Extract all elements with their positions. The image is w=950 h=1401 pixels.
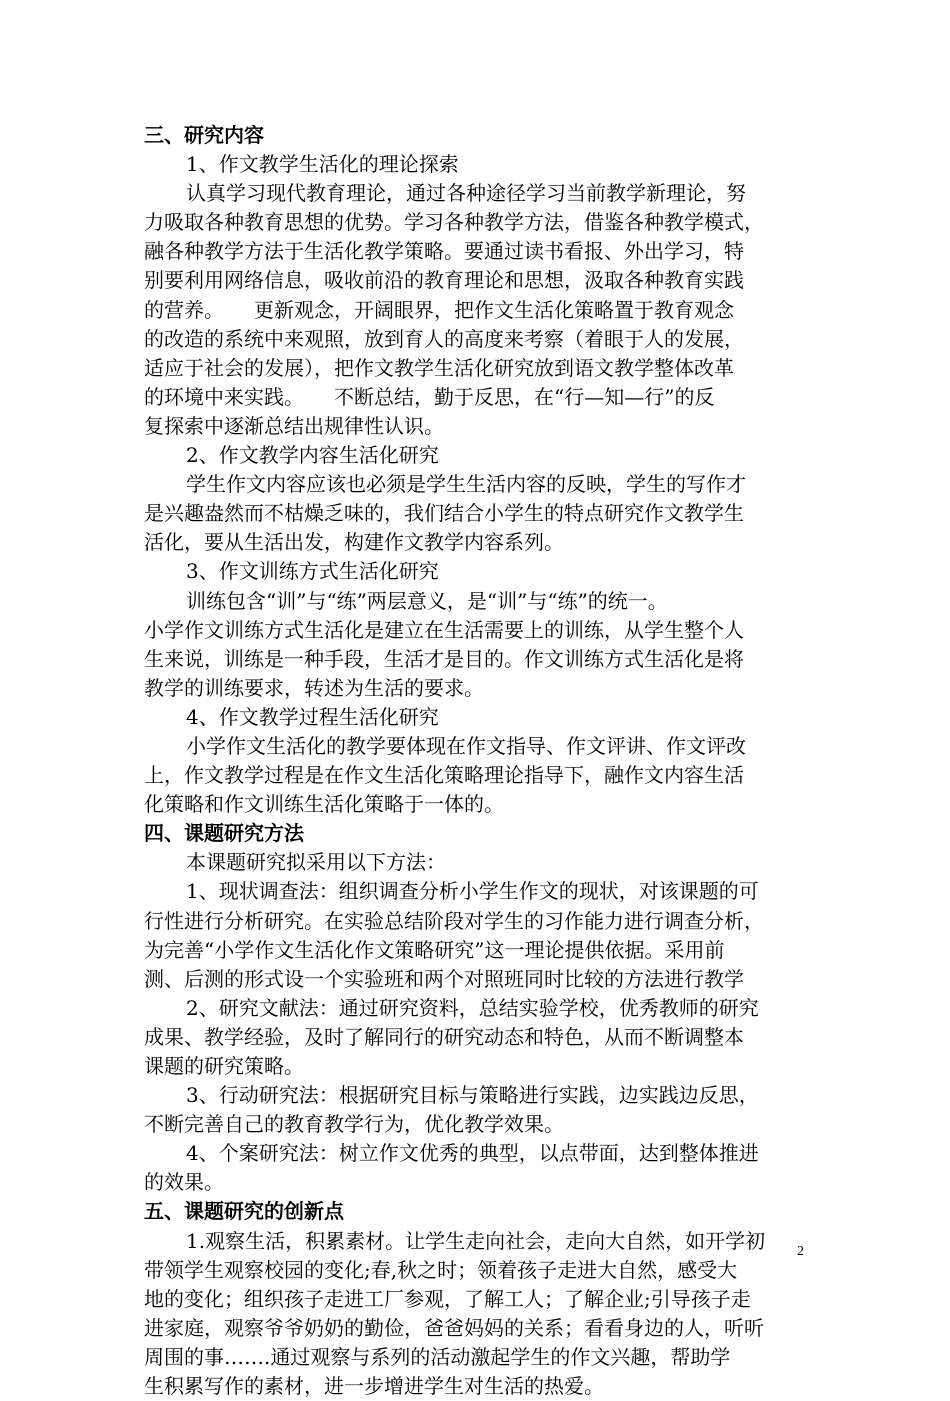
paragraph-line: 成果、教学经验，及时了解同行的研究动态和特色，从而不断调整本 (144, 1024, 744, 1049)
paragraph-line: 地的变化；组织孩子走进工厂参观，了解工人；了解企业;引导孩子走 (144, 1286, 751, 1311)
paragraph-line: 融各种教学方法于生活化教学策略。要通过读书看报、外出学习，特 (144, 239, 744, 264)
section-heading-methods: 四、课题研究方法 (144, 821, 304, 846)
paragraph-line: 行性进行分析研究。在实验总结阶段对学生的习作能力进行调查分析， (144, 908, 764, 933)
paragraph-line: 复探索中逐渐总结出规律性认识。 (144, 413, 444, 438)
paragraph-line: 的改造的系统中来观照，放到育人的高度来考察（着眼于人的发展， (144, 326, 744, 351)
paragraph-line: 3、行动研究法：根据研究目标与策略进行实践，边实践边反思， (186, 1083, 759, 1108)
paragraph-line: 适应于社会的发展），把作文教学生活化研究放到语文教学整体改革 (144, 355, 734, 380)
paragraph-line: 生积累写作的素材，进一步增进学生对生活的热爱。 (144, 1374, 604, 1399)
subheading-theory: 1、作文教学生活化的理论探索 (186, 152, 459, 177)
subheading-process: 4、作文教学过程生活化研究 (186, 704, 439, 729)
paragraph-line: 测、后测的形式设一个实验班和两个对照班同时比较的方法进行教学 (144, 966, 744, 991)
paragraph-line: 认真学习现代教育理论，通过各种途径学习当前教学新理论，努 (186, 181, 746, 206)
paragraph-line: 小学作文生活化的教学要体现在作文指导、作文评讲、作文评改 (186, 733, 746, 758)
paragraph-line: 训练包含“训”与“练”两层意义，是“训”与“练”的统一。 (186, 588, 668, 613)
paragraph-line: 化策略和作文训练生活化策略于一体的。 (144, 792, 504, 817)
paragraph-line: 1.观察生活，积累素材。让学生走向社会，走向大自然，如开学初 (186, 1228, 766, 1253)
paragraph-line: 生来说，训练是一种手段，生活才是目的。作文训练方式生活化是将 (144, 646, 744, 671)
paragraph-line: 的环境中来实践。 不断总结，勤于反思，在“行—知—行”的反 (144, 384, 715, 409)
paragraph-line: 课题的研究策略。 (144, 1054, 304, 1078)
paragraph-line: 4、个案研究法：树立作文优秀的典型，以点带面，达到整体推进 (186, 1141, 759, 1166)
paragraph-line: 活化，要从生活出发，构建作文教学内容系列。 (144, 530, 564, 555)
paragraph-line: 2、研究文献法：通过研究资料，总结实验学校，优秀教师的研究 (186, 995, 759, 1020)
paragraph-line: 是兴趣盎然而不枯燥乏味的，我们结合小学生的特点研究作文教学生 (144, 501, 744, 526)
paragraph-line: 进家庭，观察爷爷奶奶的勤俭，爸爸妈妈的关系；看看身边的人，听听 (144, 1315, 764, 1340)
subheading-content: 2、作文教学内容生活化研究 (186, 443, 439, 468)
paragraph-line: 教学的训练要求，转述为生活的要求。 (144, 675, 484, 700)
paragraph-line: 不断完善自己的教育教学行为，优化教学效果。 (144, 1112, 564, 1137)
paragraph-line: 周围的事…….通过观察与系列的活动激起学生的作文兴趣，帮助学 (144, 1344, 731, 1369)
paragraph-line: 1、现状调查法：组织调查分析小学生作文的现状，对该课题的可 (186, 879, 759, 904)
paragraph-line: 为完善“小学作文生活化作文策略研究”这一理论提供依据。采用前 (144, 937, 725, 962)
page-number: 2 (797, 1244, 804, 1259)
section-heading-research-content: 三、研究内容 (144, 123, 264, 147)
paragraph-line: 带领学生观察校园的变化;春,秋之时；领着孩子走进大自然，感受大 (144, 1257, 738, 1282)
paragraph-line: 力吸取各种教育思想的优势。学习各种教学方法，借鉴各种教学模式， (144, 210, 764, 235)
paragraph-line: 的效果。 (144, 1170, 224, 1195)
methods-intro: 本课题研究拟采用以下方法： (186, 850, 446, 875)
document-page (144, 121, 816, 1401)
paragraph-line: 学生作文内容应该也必须是学生生活内容的反映，学生的写作才 (186, 472, 746, 497)
paragraph-line: 的营养。 更新观念，开阔眼界，把作文生活化策略置于教育观念 (144, 297, 734, 322)
paragraph-line: 别要利用网络信息，吸收前沿的教育理论和思想，汲取各种教育实践 (144, 268, 744, 293)
subheading-training: 3、作文训练方式生活化研究 (186, 559, 439, 584)
paragraph-line: 上，作文教学过程是在作文生活化策略理论指导下，融作文内容生活 (144, 763, 744, 788)
section-heading-innovation: 五、课题研究的创新点 (144, 1199, 344, 1224)
paragraph-line: 小学作文训练方式生活化是建立在生活需要上的训练，从学生整个人 (144, 617, 744, 642)
